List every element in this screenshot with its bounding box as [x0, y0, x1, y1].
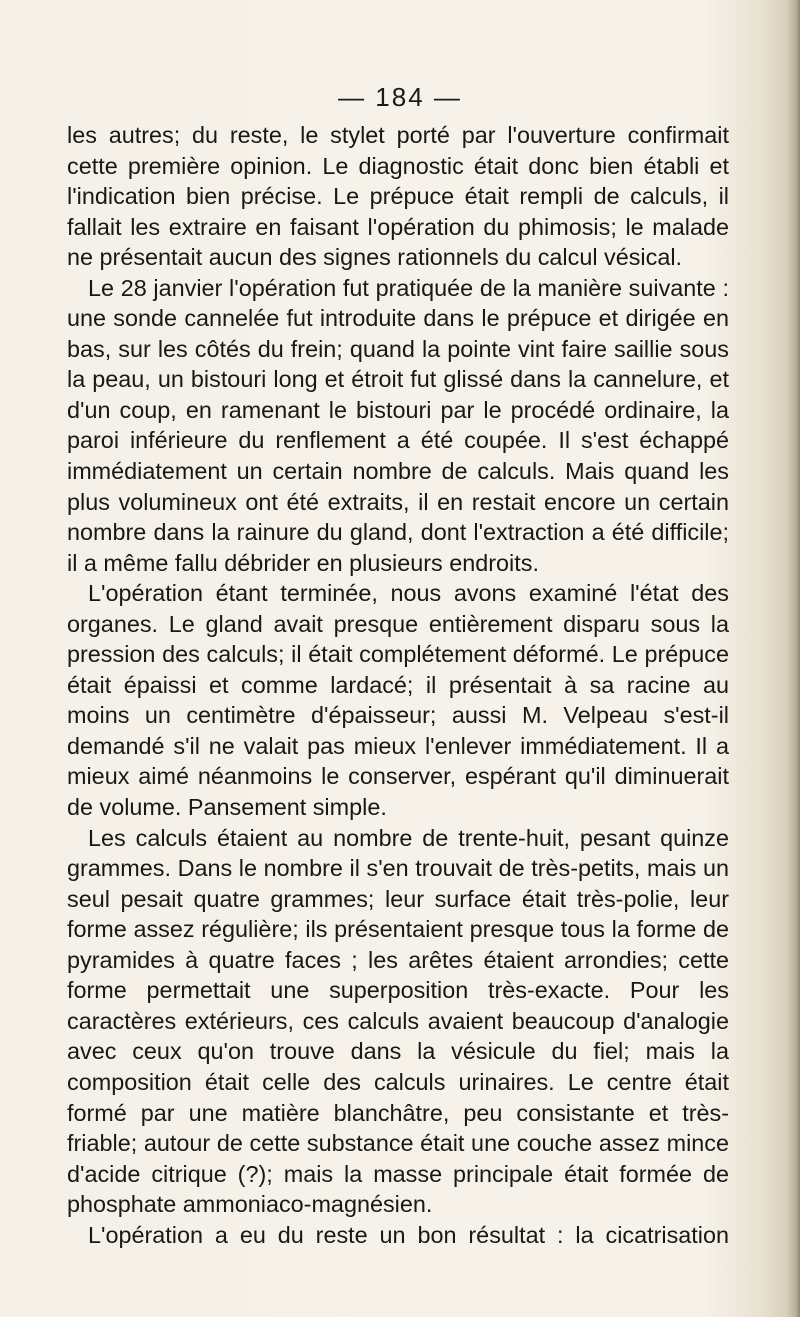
paragraph-calculi-description: Les calculs étaient au nombre de trente-huit, pesant quinze grammes. Dans le nombre il s'en trouvait de très-petits, mais un seul pesait quatre grammes; leur surface était très-polie, leur forme assez régulière; ils présentaient presque tous la forme de pyramides à quatre faces ; les arêtes étaient arrondies; cette forme permettait une superposition très-exacte. Pour les caractères extérieurs, ces calculs avaient beaucoup d'analogie avec ceux qu'on trouve dans la vésicule du fiel; mais la composition était celle des calculs urinaires. Le centre était formé par une matière blanchâtre, peu consistante et très-friable; autour de cette substance était une couche assez mince d'acide citrique (?); mais la masse principale était formée de phosphate ammoniaco-magnésien.	[67, 824, 729, 1218]
paragraph-result: L'opération a eu du reste un bon résultat : la cicatrisation	[88, 1221, 729, 1248]
paragraph-organ-examination: L'opération étant terminée, nous avons examiné l'état des organes. Le gland avait presque entièrement disparu sous la pression des calculs; il était complétement déformé. Le prépuce était épaissi et comme lardacé; il présentait à sa racine au moins un centimètre d'épaisseur; aussi M. Velpeau s'est-il demandé s'il ne valait pas mieux l'enlever immédiatement. Il a mieux aimé néanmoins le conserver, espérant qu'il diminuerait de volume. Pansement simple.	[67, 580, 729, 821]
paragraph-operation: Le 28 janvier l'opération fut pratiquée de la manière suivante : une sonde cannelée fut introduite dans le prépuce et dirigée en bas, sur les côtés du frein; quand la pointe vint faire saillie sous la peau, un bistouri long et étroit fut glissé dans la cannelure, et d'un coup, en ramenant le bistouri par le procédé ordinaire, la paroi inférieure du renflement a été coupée. Il s'est échappé immédiatement un certain nombre de calculs. Mais quand les plus volumineux ont été extraits, il en restait encore un certain nombre dans la rainure du gland, dont l'extraction a été difficile; il a même fallu débrider en plusieurs endroits.	[67, 274, 729, 576]
page-edge-shadow	[786, 0, 800, 1317]
paragraph-continuation: les autres; du reste, le stylet porté par l'ouverture confirmait cette première opinion. Le diagnostic était donc bien établi et l'indication bien précise. Le prépuce était rempli de calculs, il fallait les extraire en faisant l'opération du phimosis; le malade ne présentait aucun des signes rationnels du calcul vésical.	[67, 122, 729, 271]
page-number: — 184 —	[338, 82, 462, 112]
body-text	[67, 120, 729, 1250]
